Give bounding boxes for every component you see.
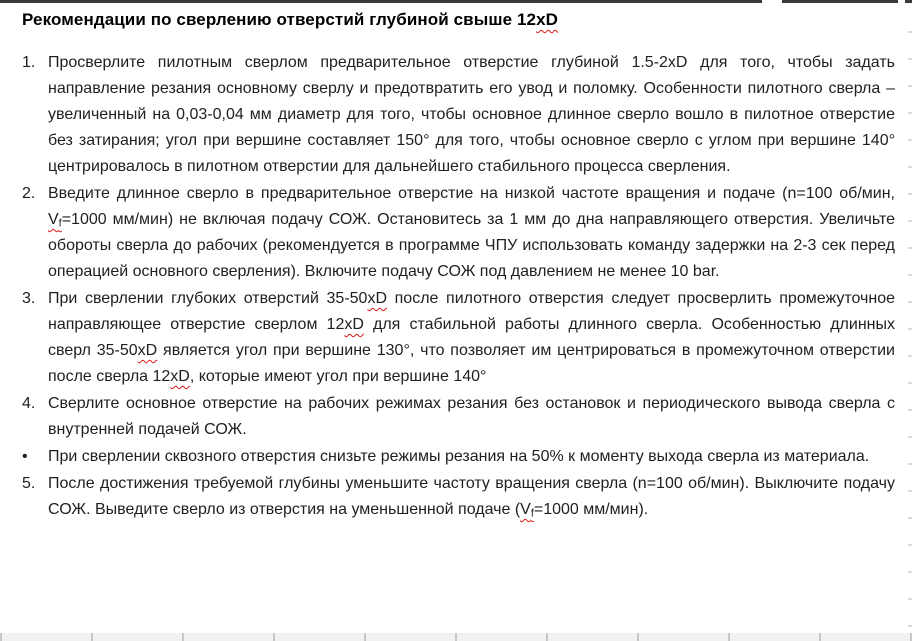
list-item-text: Введите длинное сверло в предварительное отверстие на низкой частоте вращения и подаче (n=100 об/мин, $V_f=1000$ мм/мин) не включая подачу СОЖ. Остановитесь за 1 мм до дна направляющего отверстия. Увеличьте обороты сверла до рабочих (рекомендуется в программе ЧПУ использовать команду задержки на 2-3 сек перед операцией основного сверления). Включите подачу СОЖ под давлением не менее 10 bar. xyxy=(48,185,895,280)
list-item-text: Просверлите пилотным сверлом предварительное отверстие глубиной 1.5-2xD для того, чтобы задать направление резания основному сверлу и предотвратить его увод и поломку. Особенности пилотного сверла – увеличенный на 0,03-0,04 мм диаметр для того, чтобы основное длинное сверло вошло в пилотное отверстие без затирания; угол при вершине составляет 150° для того, чтобы основное сверло с углом при вершине 140° центрировалось в пилотном отверстии для дальнейшего стабильного процесса сверления. xyxy=(48,54,895,175)
list-item xyxy=(22,50,895,180)
list-item-number: 4. xyxy=(22,395,36,412)
list-item-number: 1. xyxy=(22,54,36,71)
list-item-bullet: • xyxy=(22,448,28,465)
document-content xyxy=(22,10,895,524)
list-item-number: 2. xyxy=(22,185,36,202)
list-item-text: После достижения требуемой глубины уменьшите частоту вращения сверла (n=100 об/мин). Выключите подачу СОЖ. Выведите сверло из отверстия на уменьшенной подаче ($V_f=1000$ мм/мин). xyxy=(48,475,895,520)
list-item xyxy=(22,181,895,285)
window-top-edge-segment xyxy=(782,0,898,3)
list-item-text: При сверлении глубоких отверстий 35-50xD после пилотного отверстия следует просверлить промежуточное направляющее отверстие сверлом 12xD для стабильной работы длинного сверла. Особенностью длинных сверл 35-50xD является угол при вершине 130°, что позволяет им центрироваться в промежуточном отверстии после сверла 12xD, которые имеют угол при вершине 140° xyxy=(48,290,895,385)
bottom-filmstrip-edge xyxy=(0,633,912,641)
window-top-edge-segment xyxy=(905,0,912,3)
list-item xyxy=(22,471,895,523)
page-title: Рекомендации по сверлению отверстий глубиной свыше 12xD xyxy=(22,10,559,29)
list-item xyxy=(22,391,895,443)
list-item-number: 3. xyxy=(22,290,36,307)
list-item-text: Сверлите основное отверстие на рабочих режимах резания без остановок и периодического вывода сверла с внутренней подачей СОЖ. xyxy=(48,395,895,438)
recommendations-list xyxy=(22,50,895,523)
list-item xyxy=(22,286,895,390)
list-item-text: При сверлении сквозного отверстия снизьте режимы резания на 50% к моменту выхода сверла из материала. xyxy=(48,448,870,465)
window-top-edge xyxy=(0,0,912,3)
window-top-edge-segment xyxy=(0,0,762,3)
list-item xyxy=(22,444,895,470)
right-edge-tick-marks xyxy=(908,6,912,631)
list-item-number: 5. xyxy=(22,475,36,492)
